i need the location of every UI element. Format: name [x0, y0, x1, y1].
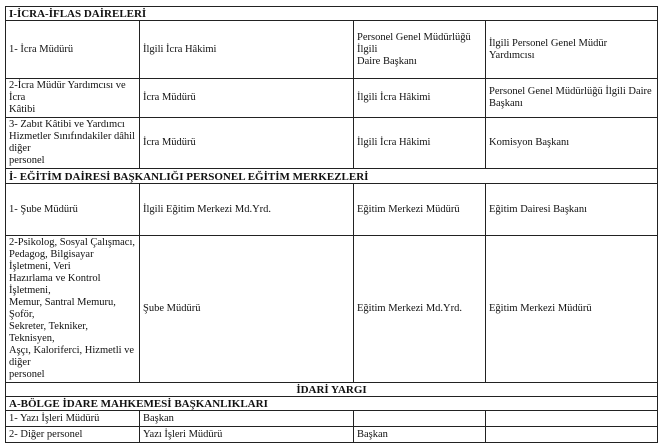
table-cell: Eğitim Dairesi Başkanı [486, 184, 658, 236]
table-cell: 1- Şube Müdürü [6, 184, 140, 236]
table-cell [354, 411, 486, 427]
table-row [6, 427, 658, 443]
table-cell: İlgili Personel Genel Müdür Yardımcısı [486, 21, 658, 79]
table-cell [354, 21, 486, 79]
idari-yargi-heading: İDARİ YARGI [6, 383, 658, 397]
section-heading-bolge-idare: A-BÖLGE İDARE MAHKEMESİ BAŞKANLIKLARI [6, 397, 658, 411]
table-cell: İlgili İcra Hâkimi [354, 118, 486, 169]
table-cell: Komisyon Başkanı [486, 118, 658, 169]
table-cell: Başkan [354, 427, 486, 443]
table-row [6, 236, 658, 383]
cell-text: 2-İcra Müdür Yardımcısı ve İcra Kâtibi [9, 80, 126, 115]
table-cell: İlgili Eğitim Merkezi Md.Yrd. [140, 184, 354, 236]
table-cell: Şube Müdürü [140, 236, 354, 383]
table-cell: Başkan [140, 411, 354, 427]
table-cell: 1- Yazı İşleri Müdürü [6, 411, 140, 427]
table-cell [486, 411, 658, 427]
table-cell: 1- İcra Müdürü [6, 21, 140, 79]
authority-table [5, 6, 658, 443]
table-cell: 2- Diğer personel [6, 427, 140, 443]
table-row [6, 79, 658, 118]
cell-text: 2-Psikolog, Sosyal Çalışmacı, Pedagog, Bilgisayar İşletmeni, Veri Hazırlama ve Kontrol İşletmeni, Memur, Santral Memuru, Şoför, Sekreter, Tekniker, Teknisyen, Aşçı, Kaloriferci, Hizmetli ve diğer personel [9, 237, 135, 380]
table-row [6, 184, 658, 236]
cell-text: 3- Zabıt Kâtibi ve Yardımcı Hizmetler Sınıfındakiler dâhil diğer personel [9, 119, 135, 166]
section-heading-icra-iflas: I-İCRA-İFLAS DAİRELERİ [6, 7, 658, 21]
table-cell [486, 427, 658, 443]
table-cell: İlgili İcra Hâkimi [354, 79, 486, 118]
table-cell: Yazı İşleri Müdürü [140, 427, 354, 443]
section-heading-egitim: İ- EĞİTİM DAİRESİ BAŞKANLIĞI PERSONEL EĞİTİM MERKEZLERİ [6, 169, 658, 184]
table-cell: Eğitim Merkezi Md.Yrd. [354, 236, 486, 383]
table-cell [6, 79, 140, 118]
table-cell: İlgili İcra Hâkimi [140, 21, 354, 79]
table-cell: İcra Müdürü [140, 118, 354, 169]
table-cell: İcra Müdürü [140, 79, 354, 118]
table-cell: Personel Genel Müdürlüğü İlgili Daire Başkanı [486, 79, 658, 118]
table-cell: Eğitim Merkezi Müdürü [354, 184, 486, 236]
cell-text: Personel Genel Müdürlüğü İlgili Daire Başkanı [357, 31, 471, 67]
table-row [6, 118, 658, 169]
table-cell [6, 118, 140, 169]
table-row [6, 411, 658, 427]
table-row [6, 21, 658, 79]
table-cell: Eğitim Merkezi Müdürü [486, 236, 658, 383]
table-cell [6, 236, 140, 383]
